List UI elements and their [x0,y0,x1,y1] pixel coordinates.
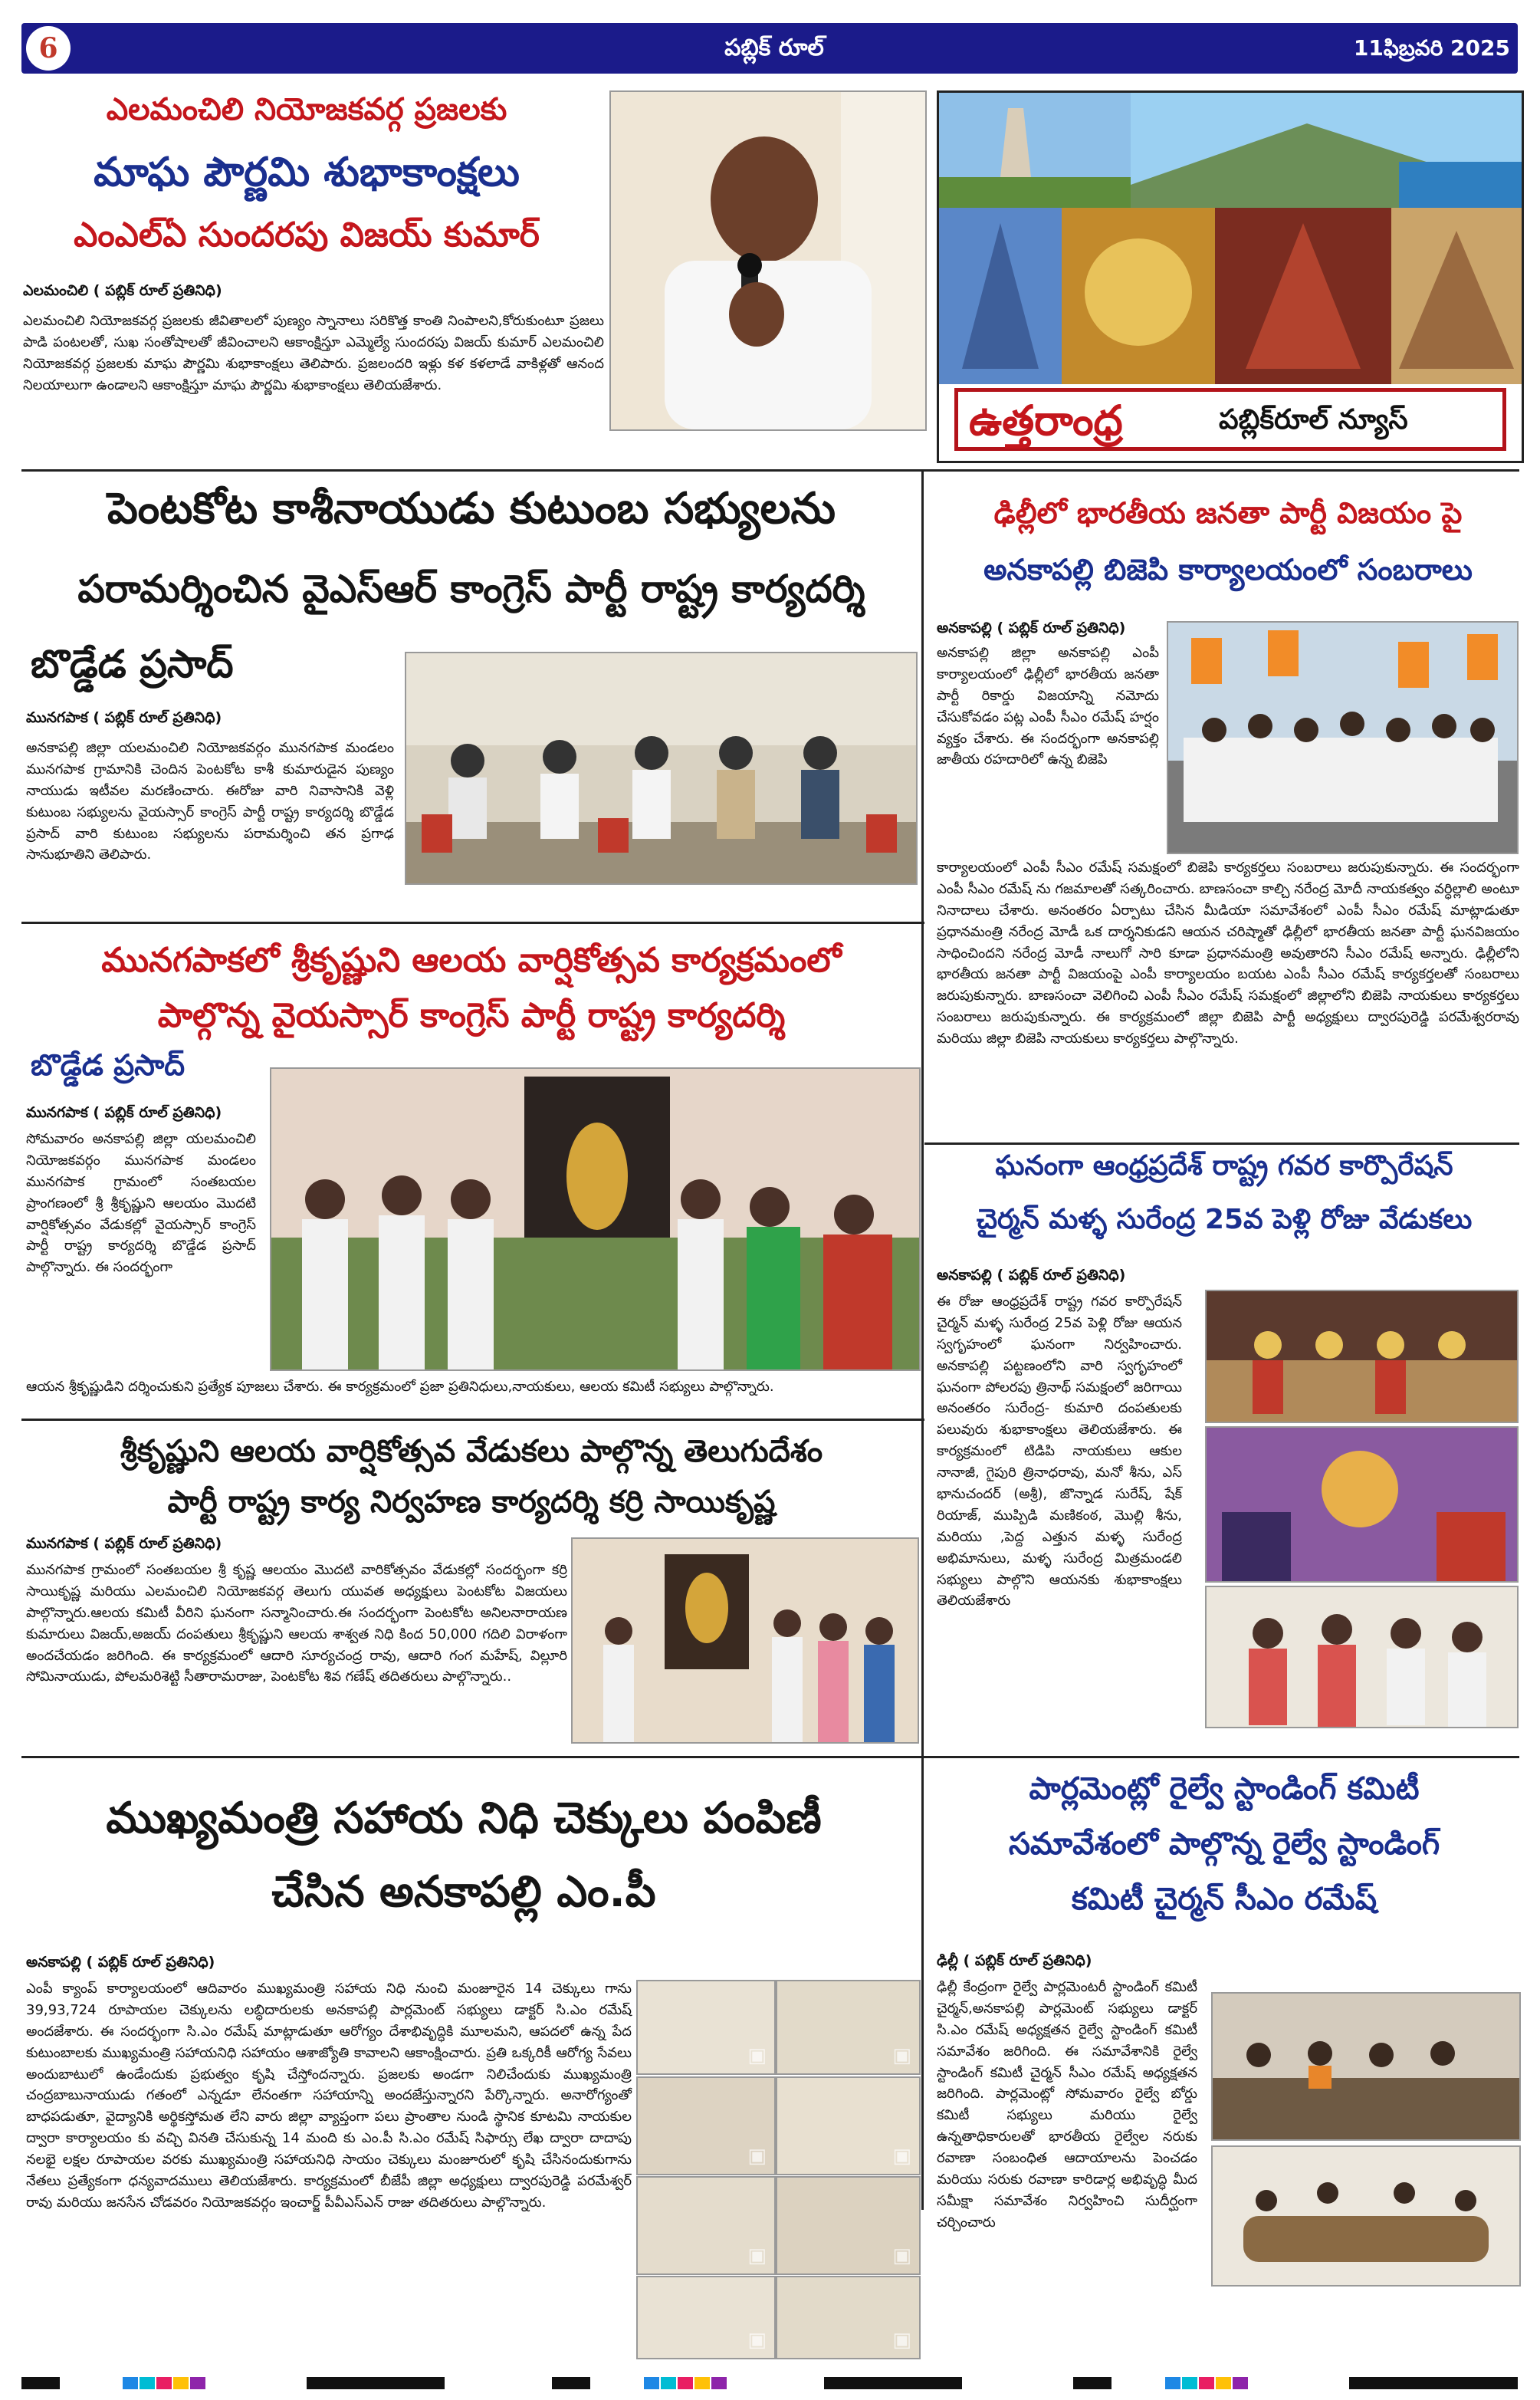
railway-meeting-photo-2 [1211,2145,1521,2287]
tourism-collage-illustration [939,93,1522,384]
cheque-distribution-photo-2 [776,1980,921,2075]
anniversary-photo-3 [1205,1586,1519,1728]
footer-color-bar [824,2377,962,2389]
article-4-headline-line-2: చైర్మన్ మళ్ళ సురేంద్ర 25వ పెళ్లి రోజు వేడుకలు [976,1204,1473,1235]
footer-color-bar [1349,2377,1518,2389]
meeting-table-illustration [1213,1994,1519,2139]
person-speaking-illustration [611,92,925,429]
temple-group-illustration [271,1069,919,1369]
footer-color-bar [21,2377,60,2389]
article-2-body: కార్యాలయంలో ఎంపీ సీఎం రమేష్ సమక్షంలో బిజెపి కార్యకర్తలు సంబరాలు జరుపుకున్నారు. ఈ సందర్భంగా ఎంపీ సీఎం రమేష్ ను గజమాలతో సత్కరించారు. బాణసంచా కాల్చి నరేంద్ర మోదీ నాయకత్వం వర్ధిల్లాలి అంటూ నినాదాలు చేశారు. అనంతరం ఏర్పాటు చేసిన మీడియా సమావేశంలో ఎంపీ సీఎం రమేష్ మాట్లాడుతూ ప్రధానమంత్రి నరేంద్ర మోడీ ఒక దార్శనికుడని ఆయన చరిష్మాతో ఢిల్లీలో భారతీయ జనతా పార్టీ ఘనవిజయం సాధించిందని నరేంద్ర మోడీ నాలుగో సారి కూడా ప్రధానమంత్రి అవుతారని సీఎం రమేష్ అన్నారు. ఢిల్లీలోని భారతీయ జనతా పార్టీ విజయంపై ఎంపీ కార్యాలయం బయట ఎంపీ సీఎం రమేష్ కార్యకర్తలతో సంబరాలు జరుపుకున్నారు. బాణసంచా వెలిగించి ఎంపీ సీఎం రమేష్ సమక్షంలో జిల్లాలోని బిజెపి నాయకులు కార్యకర్తలు సంబరాలు జరుపుకున్నారు. ఈ కార్యక్రమంలో జిల్లా బిజెపి పార్టీ అధ్యక్షులు ద్వారపురెడ్డి పరమేశ్వరరావు మరియు జిల్లా బిజెపి నాయకులు కార్యకర్తలు పాల్గొన్నారు. [937,860,1519,1047]
footer-color-bar [644,2377,659,2389]
anniversary-photo-2 [1205,1426,1519,1583]
article-6-headline-line-2: సమావేశంలో పాల్గొన్న రైల్వే స్టాండింగ్ [1008,1826,1440,1862]
photo-placeholder-icon: ▣ [892,2145,911,2168]
photo-placeholder-icon: ▣ [747,2329,767,2352]
photo-placeholder-icon: ▣ [747,2244,767,2267]
article-3-headline-line-2: పాల్గొన్న వైయస్సార్ కాంగ్రెస్ పార్టీ రాష్ట్ర కార్యదర్శి [157,996,786,1035]
article-4-dateline: అనకాపల్లి ( పబ్లిక్ రూల్ ప్రతినిధి) [937,1267,1126,1284]
cheque-distribution-photo-4 [776,2076,921,2175]
footer-color-bar [173,2377,189,2389]
cheque-distribution-photo-6 [776,2176,921,2275]
footer-color-bar [552,2377,590,2389]
ceremony-illustration [1207,1428,1517,1581]
article-0-dateline: ఎలమంచిలి ( పబ్లిక్ రూల్ ప్రతినిధి) [23,282,222,299]
garland-illustration [1207,1587,1517,1727]
article-1-headline-line-2: పరామర్శించిన వైఎస్ఆర్ కాంగ్రెస్ పార్టీ రాష్ట్ర కార్యదర్శి [77,567,865,611]
article-1-headline-line-1: పెంటకోట కాశీనాయుడు కుటుంబ సభ్యులను [107,484,836,534]
article-1-headline-line-3: బొడ్డేడ ప్రసాద్ [31,642,234,686]
footer-color-bar [661,2377,676,2389]
article-5-body: మునగపాక గ్రామంలో సంతబయల శ్రీ కృష్ణ ఆలయం మొదటి వారికోత్సవం వేడుకల్లో సందర్భంగా కర్రి సాయికృష్ణ మరియు ఎలమంచిలి నియోజకవర్గ తెలుగు యువత అధ్యక్షులు పెంటకోట విజయలు పాల్గొన్నారు.ఆలయ కమిటీ వీరిని ఘనంగా సన్మానించారు.ఈ సందర్భంగా పెంటకోట అనిలనారాయణ కుమారులు విజయ్,అజయ్ దంపతులు శ్రీకృష్ణుని ఆలయ శాశ్వత నిధి కింద 50,000 గదిలి విరాళంగా అందచేయడం జరిగింది. ఈ కార్యక్రమంలో ఆదారి సూర్యచంద్ర రావు, ఆదారి గంగ మహేష్, విల్లూరి సోమినాయుడు, పోలమరిశెట్టి సీతారామరాజు, పెంటకోట శివ గణేష్ తదితరులు పాల్గొన్నారు.. [26,1562,567,1685]
footer-color-bar [711,2377,727,2389]
article-0-body: ఎలమంచిలి నియోజకవర్గ ప్రజలకు జీవితాలలో పుణ్యం స్నానాలు సరికొత్త కాంతి నింపాలని,కోరుకుంటూ ప్రజలు పాడి పంటలతో, సుఖ సంతోషాలతో జీవించాలని ఆకాంక్షిస్తూ ఎమ్మెల్యే సుందరపు విజయ్ కుమార్ ఎలమంచిలి నియోజకవర్గ ప్రజలకు మాఘ పౌర్ణమి శుభాకాంక్షలు తెలిపారు. ప్రజలందరి ఇళ్లు కళ కళలాడే వాకిళ్లతో ఆనంద నిలయాలుగా ఉండాలని ఆకాంక్షిస్తూ మాఘ పౌర్ణమి శుభాకాంక్షలు తెలియజేశారు. [23,313,604,393]
crowd-flags-illustration [1168,623,1517,853]
footer-color-bar [1216,2377,1231,2389]
article-2-dateline: అనకాపల్లి ( పబ్లిక్ రూల్ ప్రతినిధి) [937,620,1126,636]
article-1-dateline: మునగపాక ( పబ్లిక్ రూల్ ప్రతినిధి) [26,709,222,726]
footer-color-bar [694,2377,710,2389]
article-3-headline-line-1: మునగపాకలో శ్రీకృష్ణుని ఆలయ వార్షికోత్సవ కార్యక్రమంలో [101,941,842,980]
article-1-body: అనకాపల్లి జిల్లా యలమంచిలి నియోజకవర్గం మునగపాక మండలం మునగపాక గ్రామానికి చెందిన పెంటకోట కాశీ కుమారుడైన పుణ్యం నాయుడు ఇటీవల మరణించారు. ఈరోజు వారి నివాసానికి వెళ్లి కుటుంబ సభ్యులను వైయస్సార్ కాంగ్రెస్ పార్టీ రాష్ట్ర కార్యదర్శి బొడ్డేడ ప్రసాద్ వారి కుటుంబ సభ్యులను పరామర్శించి తన ప్రగాఢ సానుభూతిని తెలిపారు. [26,740,394,863]
article-6-headline-line-3: కమిటీ చైర్మన్ సీఎం రమేష్ [1071,1882,1377,1917]
footer-color-bar [1199,2377,1214,2389]
footer-color-bar [678,2377,693,2389]
anniversary-photo-1 [1205,1290,1519,1423]
article-7-headline-line-2: చేసిన అనకాపల్లి ఎం.పీ [271,1867,656,1917]
photo-placeholder-icon: ▣ [892,2244,911,2267]
article-6-headline-line-1: పార్లమెంట్లో రైల్వే స్టాండింగ్ కమిటీ [1029,1771,1420,1807]
photo-placeholder-icon: ▣ [747,2145,767,2168]
article-7-dateline: అనకాపల్లి ( పబ్లిక్ రూల్ ప్రతినిధి) [26,1954,215,1971]
article-6-dateline: ఢిల్లీ ( పబ్లిక్ రూల్ ప్రతినిధి) [937,1952,1092,1969]
railway-meeting-photo-1 [1211,1992,1521,2141]
issue-date: 11ఫిబ్రవరి 2025 [1353,35,1510,61]
page-number: 6 [26,26,71,71]
cheque-distribution-photo-1 [636,1980,776,2075]
family-group-illustration [1207,1291,1517,1422]
footer-color-bar [156,2377,172,2389]
article-0-headline-line-2: మాఘ పౌర్ణమి శుభాకాంక్షలు [94,150,520,196]
cheque-distribution-photo-3 [636,2076,776,2175]
photo-placeholder-icon: ▣ [747,2044,767,2067]
newspaper-name: పబ్లిక్ రూల్ [724,35,824,61]
article-2-body-narrow: అనకాపల్లి జిల్లా అనకాపల్లి ఎంపీ కార్యాలయంలో ఢిల్లీలో భారతీయ జనతా పార్టీ రికార్డు విజయాన్ని నమోదు చేసుకోవడం పట్ల ఎంపీ సీఎం రమేష్ హర్షం వ్యక్తం చేశారు. ఈ సందర్భంగా అనకాపల్లి జాతీయ రహదారిలో ఉన్న బిజెపి [937,645,1159,768]
mla-portrait-photo [609,90,927,431]
article-3-body: ఆయన శ్రీకృష్ణుడిని దర్శించుకుని ప్రత్యేక పూజలు చేశారు. ఈ కార్యక్రమంలో ప్రజా ప్రతినిధులు,నాయకులు, ఆలయ కమిటీ సభ్యులు పాల్గొన్నారు. [26,1379,774,1395]
footer-color-bar [1073,2377,1111,2389]
footer-color-bar [190,2377,205,2389]
article-4-body: ఈ రోజు ఆంధ్రప్రదేశ్ రాష్ట్ర గవర కార్పొరేషన్ చైర్మన్ మళ్ళ సురేంద్ర 25వ పెళ్లి రోజు ఆయన స్వగృహంలో ఘనంగా నిర్వహించారు. అనకాపల్లి పట్టణంలోని వారి స్వగృహంలో ఘనంగా పోలరపు త్రినాథ్ సమక్షంలో జరిగాయి అనంతరం సురేంద్ర- కుమారి దంపతులకు పలువురు శుభాకాంక్షలు తెలియజేశారు. ఈ కార్యక్రమంలో టిడిపి నాయకులు ఆకుల నానాజీ, గైపురి త్రినాధరావు, మనో శీను, ఎస్ భానుచందర్ (అశ్రీ), జొన్నాడ సురేష్, షేక్ రియాజ్, ముప్పిడి మణికంఠ, మొల్లి శీను, మరియు ,పెద్ద ఎత్తున మళ్ళ సురేంద్ర అభిమానులు, మళ్ళ సురేంద్ర మిత్రమండలి సభ్యులు పాల్గొని ఆయనకు శుభాకాంక్షలు తెలియజేశారు [937,1294,1182,1609]
banner-title-main: ఉత్తరాంధ్ర [969,396,1123,445]
footer-color-bar [1165,2377,1180,2389]
article-4-headline-line-1: ఘనంగా ఆంధ్రప్రదేశ్ రాష్ట్ర గవర కార్పొరేషన్ [995,1150,1453,1182]
condolence-meeting-photo [405,652,918,885]
footer-color-bar [140,2377,155,2389]
footer-color-bar [123,2377,138,2389]
cheque-distribution-photo-7 [636,2276,776,2359]
article-0-headline-line-1: ఎలమంచిలి నియోజకవర్గ ప్రజలకు [106,92,507,127]
temple-ceremony-illustration [573,1539,918,1742]
article-3-body-narrow: సోమవారం అనకాపల్లి జిల్లా యలమంచిలి నియోజకవర్గం మునగపాక మండలం మునగపాక గ్రామంలో సంతబయల ప్రాంగణంలో శ్రీ శ్రీకృష్ణుని ఆలయం మొదటి వార్షికోత్సవం వేడుకల్లో వైయస్సార్ కాంగ్రెస్ పార్టీ రాష్ట్ర కార్యదర్శి బొడ్డేడ ప్రసాద్ పాల్గొన్నారు. ఈ సందర్భంగా [26,1131,256,1276]
conference-room-illustration [1213,2147,1519,2285]
uttarandhra-banner [937,90,1524,463]
krishna-temple-ysrcp-photo [270,1067,921,1371]
banner-title-sub: పబ్లిక్‌రూల్ న్యూస్ [1219,404,1408,436]
photo-placeholder-icon: ▣ [892,2329,911,2352]
article-7-body: ఎంపీ క్యాంప్ కార్యాలయంలో ఆదివారం ముఖ్యమంత్రి సహాయ నిధి నుంచి మంజూరైన 14 చెక్కులు గాను 39,93,724 రూపాయల చెక్కులను లబ్ధిదారులకు అనకాపల్లి పార్లమెంట్ సభ్యులు డాక్టర్ సి.ఎం రమేష్ అందజేశారు. ఈ సందర్భంగా సి.ఎం రమేష్ మాట్లాడుతూ ఆరోగ్యం దేశాభివృద్ధికి మూలమని, ఆపదలో ఉన్న పేద కుటుంబాలకు ముఖ్యమంత్రి సహాయనిధి సహాయం ఆశాజ్యోతి కావాలని ఆకాంక్షించారు. ప్రతి ఒక్కరికీ ఆరోగ్య సేవలు అందుబాటులో ఉండేందుకు ప్రభుత్వం కృషి చేస్తోందన్నారు. ప్రజలకు అండగా నిలిచేందుకు ముఖ్యమంత్రి చంద్రబాబునాయుడు గతంలో ఎన్నడూ లేనంతగా సహాయాన్ని అందజేస్తున్నారని పేర్కొన్నారు. అనారోగ్యంతో బాధపడుతూ, వైద్యానికి అర్థికస్తోమత లేని వారు జిల్లా వ్యాప్తంగా పలు ప్రాంతాల నుండి స్థానిక కూటమి నాయకుల ద్వారా కార్యాలయం కు వచ్చి వినతి చేసుకున్న 14 మంది కు ఎం.పీ సి.ఎం రమేష్ సిఫార్సు లేఖ ద్వారా దాదాపు నలభై లక్షల రూపాయల వరకు ముఖ్యమంత్రి సహాయనిధి సాయం చెక్కులు మంజూరులో కృషి చేసినందుకుగాను నేతలు ప్రత్యేకంగా ధన్యవాదములు తెలియజేశారు. కార్యక్రమంలో బీజేపీ జిల్లా అధ్యక్షులు ద్వారపురెడ్డి పరమేశ్వర్ రావు మరియు జనసేన చోడవరం నియోజకవర్గం ఇంచార్జ్ పీవీఎస్ఎన్ రాజు తదితరులు పాల్గొన్నారు. [26,1981,632,2211]
bjp-celebration-photo [1167,621,1519,854]
footer-color-bar [307,2377,445,2389]
article-5-headline-line-1: శ్రీకృష్ణుని ఆలయ వార్షికోత్సవ వేడుకలు పాల్గొన్న తెలుగుదేశం [120,1434,823,1469]
cheque-distribution-photo-8 [776,2276,921,2359]
article-5-headline-line-2: పార్టీ రాష్ట్ర కార్య నిర్వహణ కార్యదర్శి కర్రి సాయికృష్ణ [167,1484,776,1520]
tdp-temple-photo [571,1537,919,1744]
footer-color-bar [1233,2377,1248,2389]
cheque-distribution-photo-5 [636,2176,776,2275]
article-3-headline-line-3: బొడ్డేడ ప్రసాద్ [31,1048,186,1082]
footer-color-bar [1182,2377,1197,2389]
article-3-dateline: మునగపాక ( పబ్లిక్ రూల్ ప్రతినిధి) [26,1104,222,1121]
article-6-body: ఢిల్లీ కేంద్రంగా రైల్వే పార్లమెంటరీ స్టాండింగ్ కమిటీ చైర్మన్,అనకాపల్లి పార్లమెంట్ సభ్యులు డాక్టర్ సి.ఎం రమేష్ అధ్యక్షతన రైల్వే స్టాండింగ్ కమిటీ సమావేశం జరిగింది. ఈ సమావేశానికి రైల్వే స్టాండింగ్ కమిటీ చైర్మన్ సీఎం రమేష్ అధ్యక్షతన జరిగింది. పార్లమెంట్లో సోమవారం రైల్వే బోర్డు కమిటీ సభ్యులు మరియు రైల్వే ఉన్నతాధికారులతో భారతీయ రైల్వేల నరుకు రవాణా సంబంధిత ఆదాయాలను పెంచడం మరియు సరుకు రవాణా కారిడార్ల అభివృద్ధి మీద సమీక్షా సమావేశం నిర్వహించి సుదీర్ఘంగా చర్చించారు [937,1979,1197,2231]
article-7-headline-line-1: ముఖ్యమంత్రి సహాయ నిధి చెక్కులు పంపిణీ [106,1793,822,1843]
article-5-dateline: మునగపాక ( పబ్లిక్ రూల్ ప్రతినిధి) [26,1535,222,1552]
photo-placeholder-icon: ▣ [892,2044,911,2067]
article-0-headline-line-3: ఎంఎల్ఏ సుందరపు విజయ్ కుమార్ [74,215,540,255]
article-2-headline-line-1: ఢిల్లీలో భారతీయ జనతా పార్టీ విజయం పై [993,496,1463,530]
room-group-illustration [406,653,916,883]
article-2-headline-line-2: అనకాపల్లి బిజెపి కార్యాలయంలో సంబరాలు [983,553,1473,587]
